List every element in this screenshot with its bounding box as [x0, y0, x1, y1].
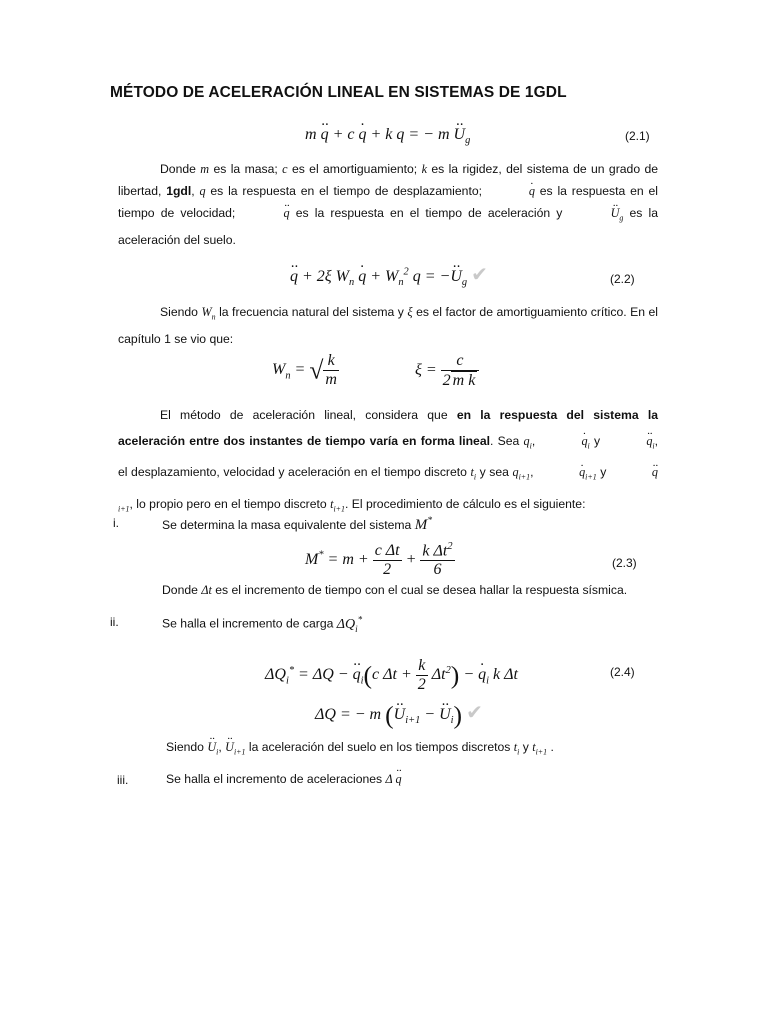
equation-natural-frequency: $W_n$ = √ $\frac{k}{m}$ — [272, 352, 337, 388]
step-ii-note: Siendo ·· $U_i$, ·· $U_{i+1}$ la aceleración del suelo en los tiempos discretos $t_i$ y $t_{i+1}$ . — [166, 740, 554, 756]
page-title: MÉTODO DE ACELERACIÓN LINEAL EN SISTEMAS DE 1GDL — [110, 84, 567, 101]
paragraph-method-description: El método de aceleración lineal, considera que en la respuesta del sistema la aceleración entre dos instantes de tiempo varía en forma lineal. Sea $q_i$, · $q_i$ $y \cdot\cdot q_i$, el desplazamiento, velocidad y aceleración en el tiempo discreto $t_i$ y sea $q_{i+1}$, · $q_{i+1}$ $y \cdot\cdot q_{i+1}$, lo propio pero en el tiempo discreto $t_{i+1}$. El procedimiento de cálculo es el siguiente: — [118, 402, 658, 522]
equation-2-4: $\Delta Q_i^* = \Delta Q$ − ·· $q_i(c$ Δt + $\frac{k}{2}$ $\Delta t^2$) − · $q_i$ k Δt — [265, 657, 518, 694]
equation-number-2-4: (2.4) — [610, 665, 635, 679]
equation-number-2-3: (2.3) — [612, 556, 637, 570]
paragraph-natural-frequency: Siendo $W_n$ la frecuencia natural del sistema y ξ es el factor de amortiguamiento crítico. En el capítulo 1 se vio que: — [118, 305, 659, 347]
step-marker-i: i. — [113, 516, 119, 530]
step-marker-ii: ii. — [110, 615, 119, 629]
equation-number-2-1: (2.1) — [625, 129, 650, 143]
equation-2-3: M* = m + $\frac{\text{c Δt}}{2}$ + $\frac{k \Delta t^2}{6}$ — [305, 541, 453, 579]
check-mark-icon: ✔ — [471, 264, 488, 286]
equation-2-2: ·· q + 2ξ $W_n \cdot q + W_n^2$ q = −·· $U_g$ ✔ — [290, 262, 488, 288]
check-mark-icon: ✔ — [466, 702, 483, 724]
paragraph-definitions: Donde m es la masa; c es el amortiguamiento; k es la rigidez, del sistema de un grado de libertad, 1gdl, q es la respuesta en el tiempo de desplazamiento; · q es la respuesta en el tiempo de velocidad; ·· q es la respuesta en el tiempo de aceleración $y \cdot\cdot U_g$ es la aceleración del suelo. — [118, 158, 658, 251]
step-i-note: Donde Δt es el incremento de tiempo con el cual se desea hallar la respuesta sísmica. — [162, 583, 628, 597]
step-iii-text: Se halla el incremento de aceleraciones Δ ·· q — [166, 772, 402, 787]
step-marker-iii: iii. — [117, 773, 129, 787]
equation-2-1: m ·· q + c · q + k q = − $m \cdot\cdot U_g$ — [305, 126, 470, 146]
step-i-text: Se determina la masa equivalente del sistema M* — [162, 515, 433, 533]
step-ii-text: Se halla el incremento de carga $\Delta Q_i^*$ — [162, 614, 363, 634]
equation-damping-ratio: ξ = $\frac{c}{\text{2 m k}}$ — [415, 352, 479, 390]
equation-load-increment: ΔQ = − m (·· $U_{i+1}$ − ·· $U_i$) ✔ — [315, 700, 483, 730]
equation-number-2-2: (2.2) — [610, 272, 635, 286]
